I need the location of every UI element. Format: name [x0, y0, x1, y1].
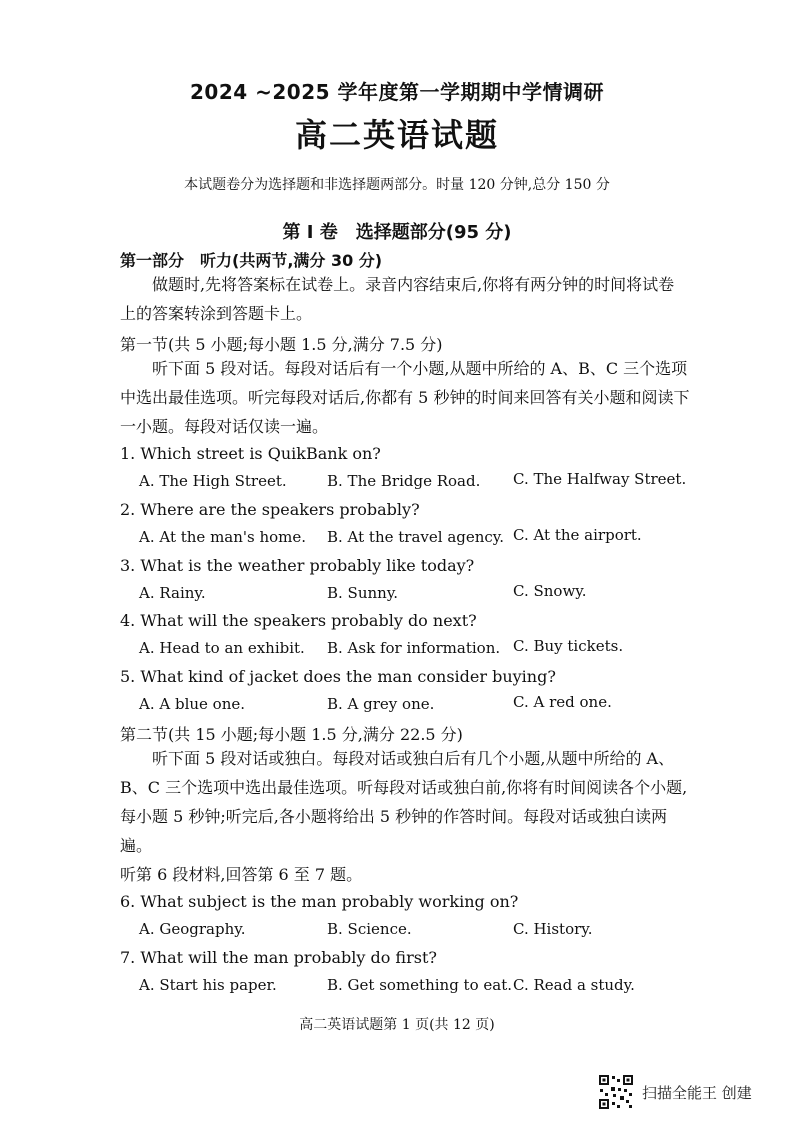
- section2-heading: 第二节(共 15 小题;每小题 1.5 分,满分 22.5 分): [120, 725, 463, 744]
- question-1: 1. Which street is QuikBank on?: [120, 444, 381, 463]
- qr-code-icon: [598, 1074, 634, 1110]
- option-1a: A. The High Street.: [139, 472, 287, 490]
- exam-note: 本试题卷分为选择题和非选择题两部分。时量 120 分钟,总分 150 分: [184, 177, 610, 193]
- option-6a: A. Geography.: [139, 920, 246, 938]
- option-2b: B. At the travel agency.: [327, 528, 505, 546]
- option-4a: A. Head to an exhibit.: [139, 639, 305, 657]
- question-7: 7. What will the man probably do first?: [120, 948, 437, 967]
- question-2: 2. Where are the speakers probably?: [120, 500, 420, 519]
- page-footer: 高二英语试题第 1 页(共 12 页): [299, 1017, 495, 1033]
- question-3: 3. What is the weather probably like today?: [120, 556, 475, 575]
- option-3c: C. Snowy.: [513, 582, 587, 600]
- option-5b: B. A grey one.: [327, 695, 435, 713]
- part1-instructions: 做题时,先将答案标在试卷上。录音内容结束后,你将有两分钟的时间将试卷上的答案转涂到答题卡上。: [120, 275, 675, 323]
- option-7c: C. Read a study.: [513, 976, 635, 994]
- volume-title: 第 Ⅰ 卷 选择题部分(95 分): [282, 222, 512, 243]
- option-4b: B. Ask for information.: [327, 639, 501, 657]
- part1-heading: 第一部分 听力(共两节,满分 30 分): [120, 251, 383, 270]
- option-5c: C. A red one.: [513, 693, 612, 711]
- option-6b: B. Science.: [327, 920, 412, 938]
- option-6c: C. History.: [513, 920, 593, 938]
- question-6: 6. What subject is the man probably working on?: [120, 892, 519, 911]
- section1-heading: 第一节(共 5 小题;每小题 1.5 分,满分 7.5 分): [120, 335, 443, 354]
- option-1b: B. The Bridge Road.: [327, 472, 481, 490]
- option-7b: B. Get something to eat.: [327, 976, 513, 994]
- option-2a: A. At the man's home.: [139, 528, 307, 546]
- scanner-watermark: [598, 1074, 752, 1110]
- option-5a: A. A blue one.: [139, 695, 246, 713]
- option-2c: C. At the airport.: [513, 526, 642, 544]
- option-3a: A. Rainy.: [139, 584, 206, 602]
- subject-title: 高二英语试题: [294, 116, 499, 154]
- section2-instructions: 听下面 5 段对话或独白。每段对话或独白后有几个小题,从题中所给的 A、B、C 三个选项中选出最佳选项。听每段对话或独白前,你将有时间阅读各个小题,每小题 5 秒钟;听完后,各小题将给出 5 秒钟的作答时间。每段对话或独白读两遍。: [120, 749, 688, 855]
- option-7a: A. Start his paper.: [139, 976, 277, 994]
- section1-instructions: 听下面 5 段对话。每段对话后有一个小题,从题中所给的 A、B、C 三个选项中选出最佳选项。听完每段对话后,你都有 5 秒钟的时间来回答有关小题和阅读下一小题。每段对话仅读一遍。: [120, 359, 690, 436]
- option-3b: B. Sunny.: [327, 584, 399, 602]
- question-4: 4. What will the speakers probably do next?: [120, 611, 477, 630]
- watermark-text: 扫描全能王 创建: [642, 1083, 752, 1102]
- exam-title: 2024 ~2025 学年度第一学期期中学情调研: [189, 80, 604, 104]
- option-1c: C. The Halfway Street.: [513, 470, 687, 488]
- material-note: 听第 6 段材料,回答第 6 至 7 题。: [120, 865, 363, 884]
- option-4c: C. Buy tickets.: [513, 637, 624, 655]
- question-5: 5. What kind of jacket does the man consider buying?: [120, 667, 556, 686]
